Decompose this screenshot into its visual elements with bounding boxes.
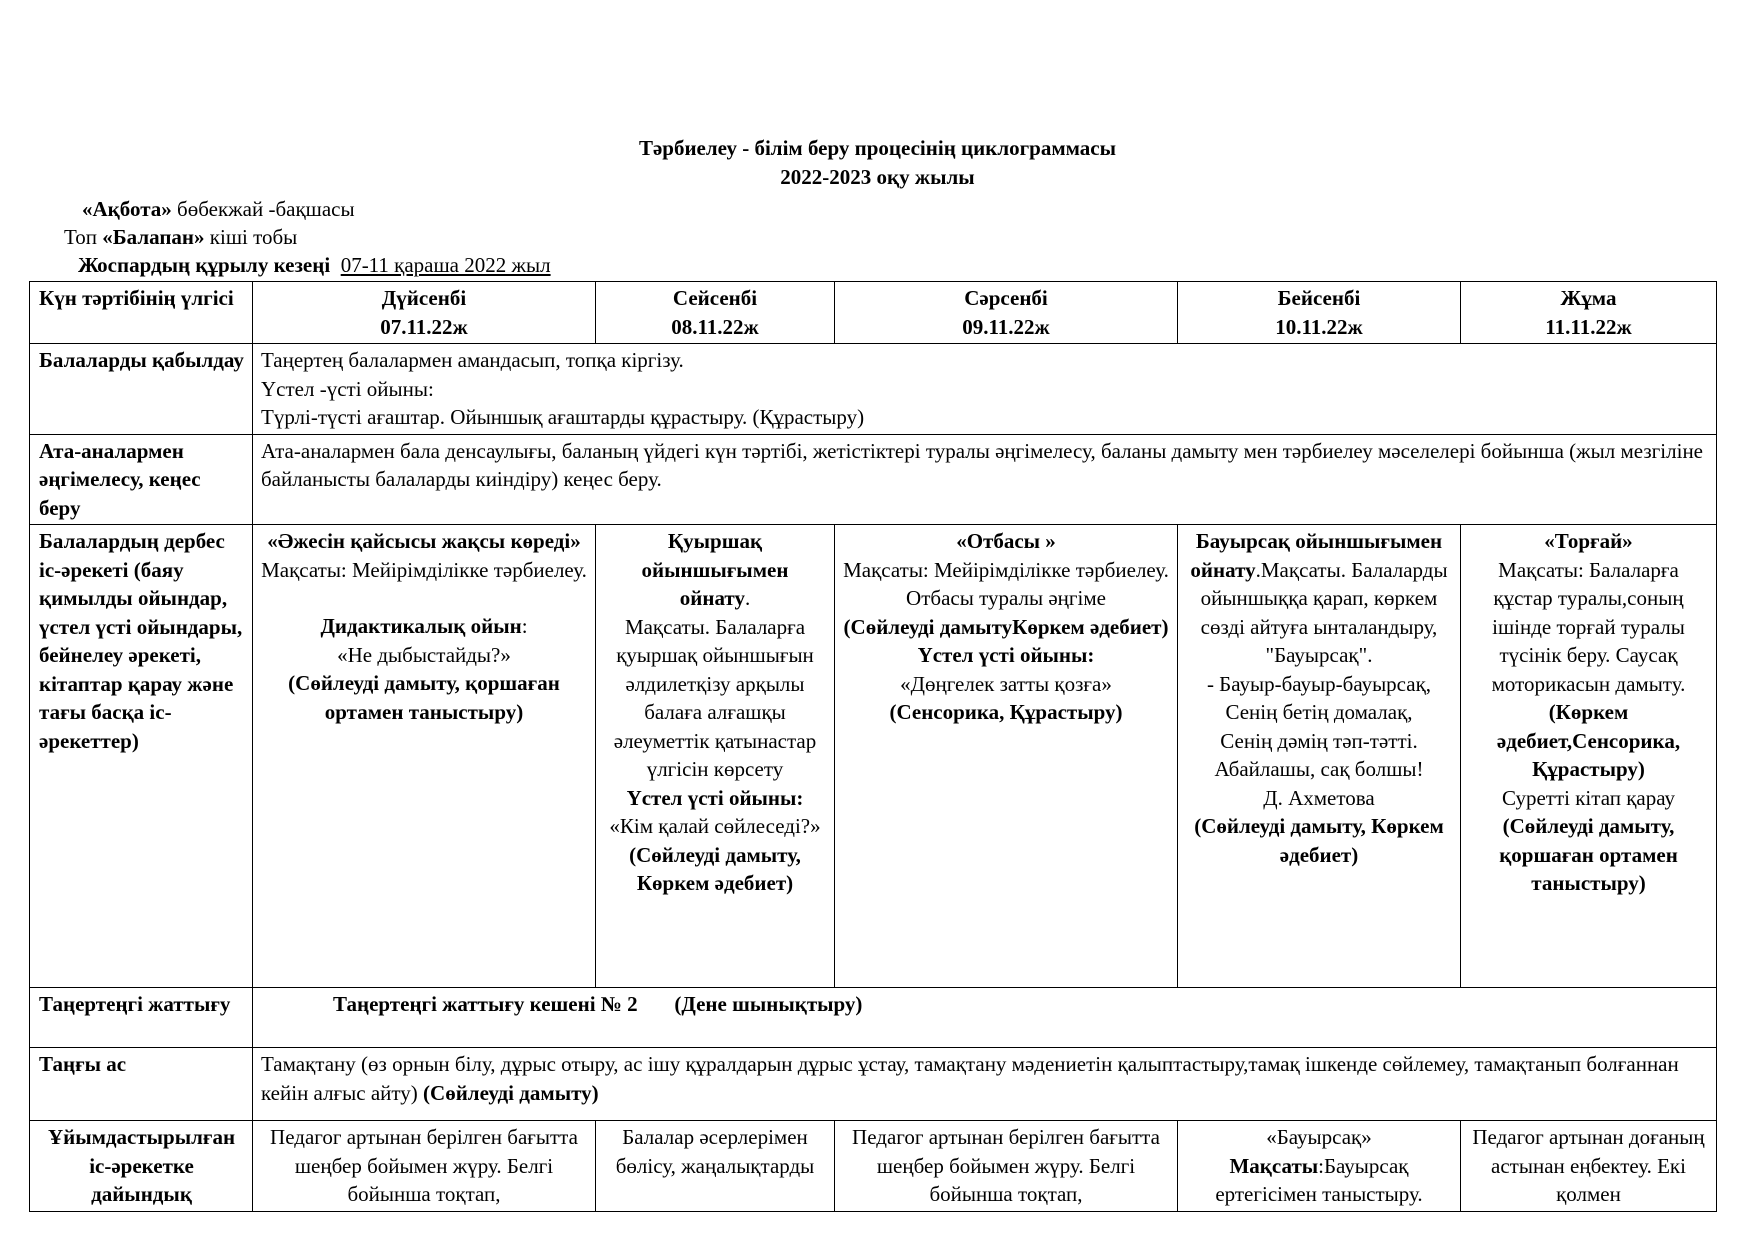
reception-line3: Түрлі-түсті ағаштар. Ойыншық ағаштарды құрастыру. (Құрастыру) [261,405,865,429]
tuesday-game-name: «Кім қалай сөйлеседі?» [609,814,821,838]
schedule-table [29,281,1717,1212]
monday-activity-title: «Әжесін қайсысы жақсы көреді» [267,529,581,553]
breakfast-area: (Сөйлеуді дамыту) [423,1080,599,1105]
preparation-monday [253,1121,596,1212]
preparation-tuesday-text: Балалар әсерлерімен бөлісу, жаңалықтарды [615,1125,815,1178]
morning-exercise-area: (Дене шынықтыру) [674,992,863,1016]
monday-activity-goal: Мақсаты: Мейірімділікке тәрбиелеу. [261,557,587,582]
breakfast-content [253,1048,1717,1121]
monday-day: Дүйсенбі [381,286,467,310]
friday-activity-title: «Торғай» [1544,529,1633,553]
activity-row [30,525,1717,988]
tuesday-title-dot: . [744,586,751,610]
friday-activity-area1: (Көркем әдебиет,Сенсорика, Құрастыру) [1496,700,1681,781]
wednesday-activity-goal: Мақсаты: Мейірімділікке тәрбиелеу. Отбасы туралы әңгіме [843,557,1169,610]
parents-label: Ата-аналармен әңгімелесу, кеңес беру [30,434,253,525]
preparation-wednesday [835,1121,1178,1212]
group-suffix: кіші тобы [204,225,298,249]
thursday-poem-line3: Сенің дәмің тәп-тәтті. [1220,728,1418,753]
activity-friday [1461,525,1717,988]
thursday-poem-author: Д. Ахметова [1263,785,1375,810]
wednesday-activity-title: «Отбасы » [956,529,1056,553]
monday-activity-area: (Сөйлеуді дамыту, қоршаған ортамен таныстыру) [288,671,560,724]
table-header-row [30,282,1717,344]
activity-thursday [1178,525,1461,988]
preparation-thursday-goal-label: Мақсаты [1229,1153,1319,1178]
group-line [64,225,297,250]
tuesday-activity-title: Қуыршақ ойыншығымен ойнату [641,529,789,610]
monday-date: 07.11.22ж [380,314,468,339]
preparation-tuesday [596,1121,835,1212]
period-line [78,253,551,278]
header-thursday [1178,282,1461,344]
breakfast-label: Таңғы ас [30,1048,253,1121]
preparation-thursday [1178,1121,1461,1212]
activity-wednesday [835,525,1178,988]
kindergarten-name: «Ақбота» [82,197,172,221]
header-friday [1461,282,1717,344]
preparation-monday-text: Педагог артынан берілген бағытта шеңбер бойымен жүру. Белгі бойынша тоқтап, [270,1125,578,1206]
morning-exercise-content [253,988,1717,1048]
period-label: Жоспардың құрылу кезеңі [78,253,331,277]
group-name: «Балапан» [102,225,205,249]
breakfast-text: Тамақтану (өз орнын білу, дұрыс отыру, ас ішу құралдарын дұрыс ұстау, тамақтану мәдениетін қалыптастыру,тамақ ішкенде сөйлемеу, тамақтанып болғаннан кейін алғыс айту) [261,1052,1679,1105]
preparation-friday [1461,1121,1717,1212]
friday-activity-book: Суретті кітап қарау [1501,785,1676,810]
wednesday-activity-area1: (Сөйлеуді дамытуКөркем әдебиет) [843,614,1169,639]
reception-content [253,344,1717,435]
friday-activity-goal: Мақсаты: Балаларға құстар туралы,соның ішінде торғай туралы түсінік беру. Саусақ моторикасын дамыту. [1491,557,1686,696]
kindergarten-type: бөбекжай -бақшасы [171,197,355,221]
breakfast-row [30,1048,1717,1121]
friday-day: Жұма [1560,286,1617,310]
preparation-label-text: Ұйымдастырылған іс-әрекетке дайындық [47,1125,236,1206]
reception-line2: Үстел -үсті ойыны: [261,376,434,401]
tuesday-activity-goal: Мақсаты. Балаларға қуыршақ ойыншығын әлдилетқізу арқылы балаға алғашқы әлеуметтік қатынастар үлгісін көрсету [613,614,817,781]
thursday-activity-goal: .Мақсаты. Балаларды ойыншыққа қарап, көркем сөзді айтуға ынталандыру, "Бауырсақ". [1200,557,1448,667]
header-routine: Күн тәртібінің үлгісі [30,282,253,344]
kindergarten-line [82,197,355,222]
activity-tuesday [596,525,835,988]
thursday-activity-area: (Сөйлеуді дамыту, Көркем әдебиет) [1194,814,1444,867]
wednesday-date: 09.11.22ж [962,314,1050,339]
morning-exercise-row [30,988,1717,1048]
reception-row [30,344,1717,435]
friday-date: 11.11.22ж [1545,314,1632,339]
thursday-date: 10.11.22ж [1275,314,1363,339]
tuesday-activity-area: (Сөйлеуді дамыту, Көркем әдебиет) [629,842,801,895]
morning-exercise-label: Таңертеңгі жаттығу [30,988,253,1048]
wednesday-game-label: Үстел үсті ойыны: [917,643,1095,667]
morning-exercise-text: Таңертеңгі жаттығу кешені № 2 [333,992,638,1016]
period-value: 07-11 қараша 2022 жыл [340,253,551,277]
preparation-thursday-title: «Бауырсақ» [1266,1125,1372,1149]
preparation-friday-text: Педагог артынан доғаның астынан еңбектеу. Екі қолмен [1472,1125,1705,1206]
friday-activity-area2: (Сөйлеуді дамыту, қоршаған ортамен таныстыру) [1499,814,1678,895]
document-title: Тәрбиелеу - білім беру процесінің циклограммасы [638,136,1117,160]
parents-content: Ата-аналармен бала денсаулығы, баланың үйдегі күн тәртібі, жетістіктері туралы әңгімелесу, баланы дамыту мен тәрбиелеу мәселелері бойынша (жыл мезгіліне байланысты балаларды киіндіру) кеңес беру. [253,434,1717,525]
thursday-poem-line1: - Бауыр-бауыр-бауырсақ, [1206,671,1432,696]
tuesday-game-label: Үстел үсті ойыны: [626,785,804,810]
monday-game-colon: : [521,614,528,638]
thursday-activity-title: Бауырсақ ойыншығымен ойнату [1190,529,1443,582]
thursday-day: Бейсенбі [1277,286,1361,310]
tuesday-date: 08.11.22ж [671,314,759,339]
preparation-wednesday-text: Педагог артынан берілген бағытта шеңбер бойымен жүру. Белгі бойынша тоқтап, [852,1125,1160,1206]
activity-label: Балалардың дербес іс-әрекеті (баяу қимылды ойындар, үстел үсті ойындары, бейнелеу әрекеті, кітаптар қарау және тағы басқа іс-әрекеттер) [30,525,253,988]
activity-monday [253,525,596,988]
reception-label: Балаларды қабылдау [30,344,253,435]
wednesday-game-name: «Дөңгелек затты қозға» [900,671,1112,696]
preparation-row [30,1121,1717,1212]
header-tuesday [596,282,835,344]
wednesday-day: Сәрсенбі [964,286,1048,310]
preparation-thursday-goal: :Бауырсақ ертегісімен таныстыру. [1215,1153,1423,1206]
preparation-label [30,1121,253,1212]
academic-year: 2022-2023 оқу жылы [780,165,975,189]
reception-line1: Таңертең балалармен амандасып, топқа кіргізу. [261,348,684,372]
thursday-poem-line2: Сенің бетің домалақ, [1225,700,1413,724]
monday-game-label: Дидактикалық ойын [320,614,522,638]
wednesday-activity-area2: (Сенсорика, Құрастыру) [889,700,1123,724]
header-monday [253,282,596,344]
parents-row [30,434,1717,525]
monday-game-name: «Не дыбыстайды?» [337,642,511,667]
thursday-poem-line4: Абайлашы, сақ болшы! [1214,757,1424,781]
tuesday-day: Сейсенбі [672,286,758,310]
header-wednesday [835,282,1178,344]
group-prefix: Топ [64,225,103,249]
